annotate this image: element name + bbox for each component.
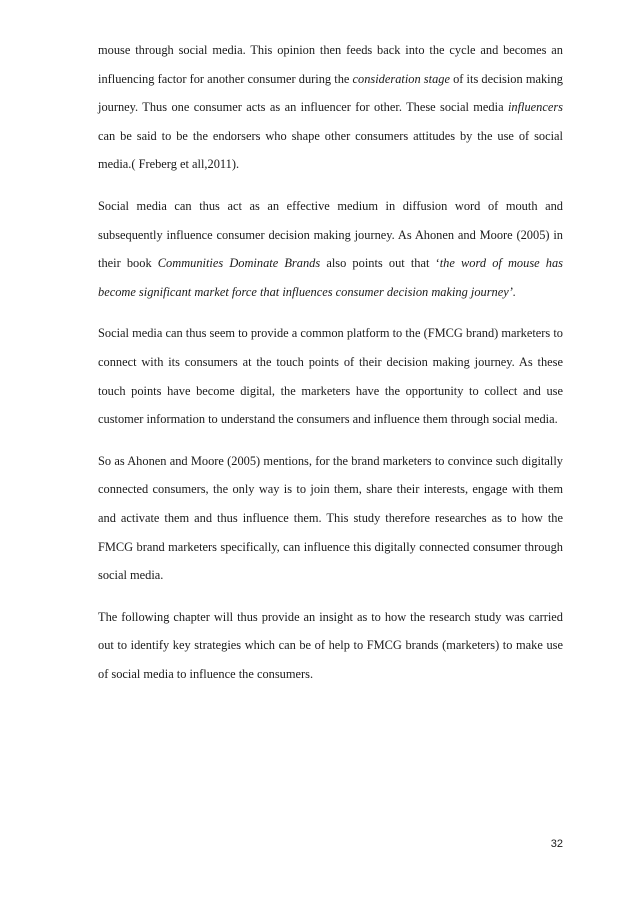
text-run: The following chapter will thus provide an insight as to how the research study was carried out to identify key strategies which can be of help to FMCG brands (marketers) to make use of social media to influence the consumers. bbox=[98, 609, 563, 681]
text-run: So as Ahonen and Moore (2005) mentions, for the brand marketers to convince such digitally connected consumers, the only way is to join them, share their interests, engage with them and activate them and thus influence them. This study therefore researches as to how the FMCG brand marketers specifically, can influence this digitally connected consumer through social media. bbox=[98, 453, 563, 583]
paragraph bbox=[98, 36, 563, 179]
body-text bbox=[98, 36, 563, 701]
italic-text: consideration stage bbox=[352, 71, 450, 86]
text-run: Social media can thus act as an effective medium in diffusion word of mouth and subsequently influence consumer decision making journey. As Ahonen and Moore (2005) in their book bbox=[98, 198, 563, 271]
paragraph bbox=[98, 192, 563, 306]
paragraph bbox=[98, 447, 563, 590]
paragraph bbox=[98, 319, 563, 433]
italic-text: influencers bbox=[507, 100, 563, 115]
text-run: can be said to be the endorsers who shape other consumers attitudes by the use of social media.( Freberg et all,2011). bbox=[98, 128, 563, 172]
text-run: of its decision making journey. Thus one consumer acts as an influencer for other. These social media bbox=[98, 71, 563, 115]
text-run: mouse through social media. This opinion then feeds back into the cycle and becomes an influencing factor for another consumer during the bbox=[98, 43, 563, 86]
text-run: also points out that ‘ bbox=[320, 256, 440, 271]
italic-text: Communities Dominate Brands bbox=[157, 256, 321, 271]
text-run: Social media can thus seem to provide a common platform to the (FMCG brand) marketers to connect with its consumers at the touch points of their decision making journey. As these touch points have become digital, the marketers have the opportunity to collect and use customer information to understand the consumers and influence them through social media. bbox=[98, 326, 563, 427]
italic-text: the word of mouse has become significant market force that influences consumer decision making journey’. bbox=[98, 256, 564, 299]
paragraph bbox=[98, 603, 563, 689]
page-number: 32 bbox=[550, 838, 563, 850]
